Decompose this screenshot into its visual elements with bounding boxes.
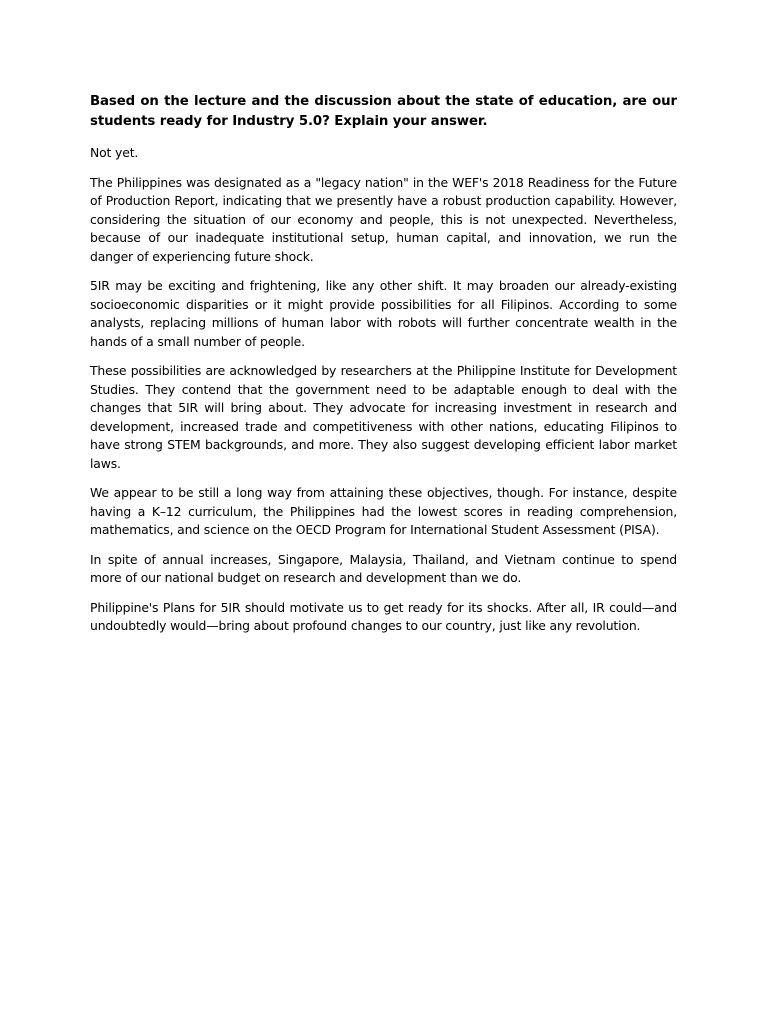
paragraph-5ir-shift: 5IR may be exciting and frightening, like any other shift. It may broaden our already-existing socioeconomic disparities or it might provide possibilities for all Filipinos. According to some analysts, replacing millions of human labor with robots will further concentrate wealth in the hands of a small number of people. [90, 278, 677, 349]
paragraph-budget-comparison: In spite of annual increases, Singapore, Malaysia, Thailand, and Vietnam continue to spend more of our national budget on research and development than we do. [90, 551, 677, 585]
paragraph-conclusion: Philippine's Plans for 5IR should motivate us to get ready for its shocks. After all, IR could—and undoubtedly would—bring about profound changes to our country, just like any revolution. [90, 599, 677, 633]
answer-short: Not yet. [90, 145, 139, 160]
question-heading: Based on the lecture and the discussion about the state of education, are our students ready for Industry 5.0? Explain your answer. [90, 94, 677, 129]
paragraph-legacy-nation: The Philippines was designated as a "legacy nation" in the WEF's 2018 Readiness for the Future of Production Report, indicating that we presently have a robust production capability. However, considering the situation of our economy and people, this is not unexpected. Nevertheless, because of our inadequate institutional setup, human capital, and innovation, we run the danger of experiencing future shock. [90, 174, 677, 264]
paragraph-pisa-scores: We appear to be still a long way from attaining these objectives, though. For instance, despite having a K–12 curriculum, the Philippines had the lowest scores in reading comprehension, mathematics, and science on the OECD Program for International Student Assessment (PISA). [90, 485, 677, 537]
paragraph-pids-research: These possibilities are acknowledged by researchers at the Philippine Institute for Development Studies. They contend that the government need to be adaptable enough to deal with the changes that 5IR will bring about. They advocate for increasing investment in research and development, increased trade and competitiveness with other nations, educating Filipinos to have strong STEM backgrounds, and more. They also suggest developing efficient labor market laws. [90, 363, 677, 471]
